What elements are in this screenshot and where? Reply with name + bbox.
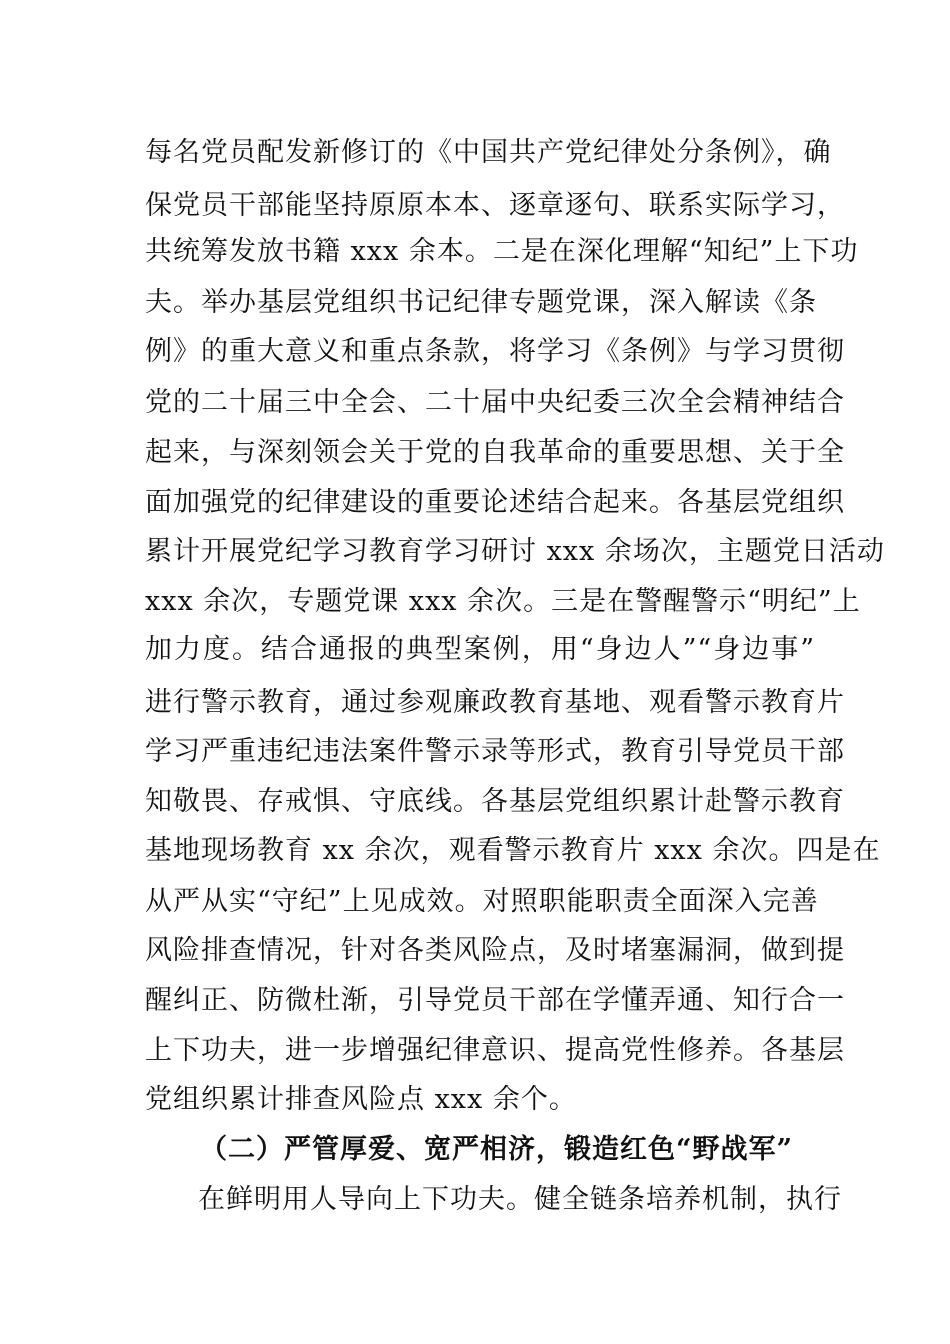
body-line: 上下功夫，进一步增强纪律意识、提高党性修养。各基层 [145,1035,845,1066]
body-line: 夫。举办基层党组织书记纪律专题党课，深入解读《条 [145,287,817,318]
body-line: 学习严重违纪违法案件警示录等形式，教育引导党员干部 [145,736,845,767]
paragraph-first-line: 在鲜明用人导向上下功夫。健全链条培养机制，执行 [198,1184,842,1215]
body-line: 党的二十届三中全会、二十届中央纪委三次全会精神结合 [145,387,845,418]
body-line: 保党员干部能坚持原原本本、逐章逐句、联系实际学习， [145,190,845,221]
body-line: 从严从实“守纪”上见成效。对照职能职责全面深入完善 [145,886,819,917]
body-line: xxx 余次，专题党课 xxx 余次。三是在警醒警示“明纪”上 [145,586,861,617]
body-line: 党组织累计排查风险点 xxx 余个。 [145,1084,577,1115]
body-line: 面加强党的纪律建设的重要论述结合起来。各基层党组织 [145,487,845,518]
body-line: 进行警示教育，通过参观廉政教育基地、观看警示教育片 [145,687,845,718]
body-line: 累计开展党纪学习教育学习研讨 xxx 余场次，主题党日活动 [145,536,885,567]
body-line: 例》的重大意义和重点条款，将学习《条例》与学习贯彻 [145,336,845,367]
body-line: 基地现场教育 xx 余次，观看警示教育片 xxx 余次。四是在 [145,835,881,866]
section-heading: （二）严管厚爱、宽严相济，锻造红色“野战军” [200,1134,794,1165]
body-line: 加力度。结合通报的典型案例，用“身边人”“身边事” [145,634,815,665]
body-line: 每名党员配发新修订的《中国共产党纪律处分条例》，确 [145,137,832,168]
body-line: 醒纠正、防微杜渐，引导党员干部在学懂弄通、知行合一 [145,985,845,1016]
body-line: 共统筹发放书籍 xxx 余本。二是在深化理解“知纪”上下功 [145,236,859,267]
body-line: 起来，与深刻领会关于党的自我革命的重要思想、关于全 [145,437,845,468]
body-line: 风险排查情况，针对各类风险点，及时堵塞漏洞，做到提 [145,935,845,966]
body-line: 知敬畏、存戒惧、守底线。各基层党组织累计赴警示教育 [145,786,845,817]
